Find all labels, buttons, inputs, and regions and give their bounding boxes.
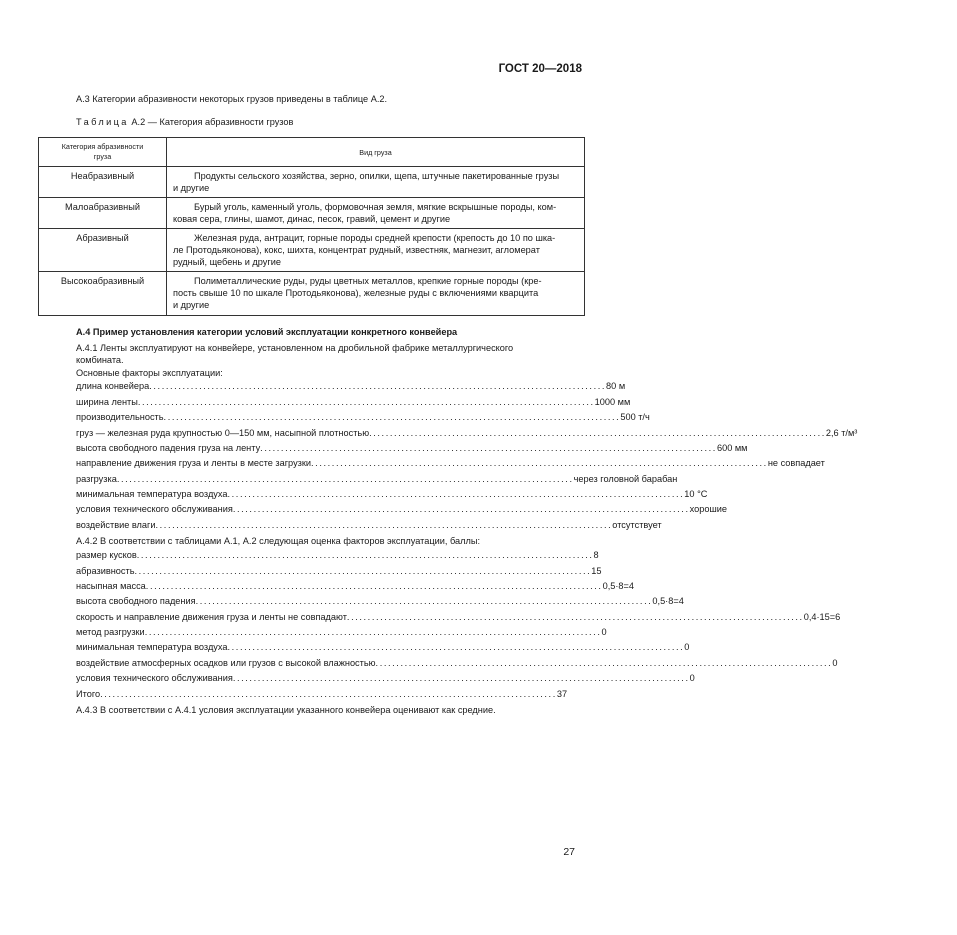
factor-row: разгрузка .............................................................................................................. через головной барабан (76, 474, 586, 486)
cargo-cell (167, 229, 585, 272)
factor-value: не совпадает (767, 458, 825, 468)
score-name: высота свободного падения (76, 596, 196, 606)
factor-row: условия технического обслуживания .............................................................................................................. хорошие (76, 504, 586, 516)
score-name: условия технического обслуживания (76, 673, 233, 683)
column-header-category-line2: груза (93, 152, 112, 161)
factor-value: отсутствует (612, 520, 662, 530)
table-header-row (39, 138, 585, 167)
factor-value: 2,6 т/м³ (825, 428, 858, 438)
paragraph-a42: А.4.2 В соответствии с таблицами А.1, А.2 следующая оценка факторов эксплуатации, баллы: (76, 536, 481, 546)
section-title: А.4 Пример установления категории условий эксплуатации конкретного конвейера (76, 327, 458, 337)
score-value: 37 (556, 689, 568, 699)
factor-name: воздействие влаги (76, 520, 156, 530)
score-row: скорость и направление движения груза и ленты не совпадают .............................................................................................................. 0,4·15=6 (76, 612, 586, 624)
score-name: насыпная масса (76, 581, 146, 591)
factor-row: производительность .............................................................................................................. 500 т/ч (76, 412, 586, 424)
cargo-line: ле Протодьяконова), кокс, шихта, концентрат рудный, известняк, магнезит, агломерат (173, 244, 540, 255)
score-value: 0 (684, 642, 690, 652)
score-row-total: Итого .............................................................................................................. 37 (76, 689, 586, 701)
paragraph-a41-line2: комбината. (76, 355, 124, 365)
score-value: 8 (593, 550, 599, 560)
paragraph-a41-line1: А.4.1 Ленты эксплуатируют на конвейере, установленном на дробильной фабрике металлургического (76, 343, 514, 353)
factor-row: воздействие влаги .............................................................................................................. отсутствует (76, 520, 586, 532)
score-value: 0 (689, 673, 695, 683)
factor-name: направление движения груза и ленты в месте загрузки (76, 458, 312, 468)
factor-row: длина конвейера .............................................................................................................. 80 м (76, 381, 586, 393)
score-name: размер кусков (76, 550, 137, 560)
score-value: 0,5·8=4 (652, 596, 684, 606)
score-name: абразивность (76, 566, 135, 576)
column-header-category-line1: Категория абразивности (61, 142, 144, 151)
factor-name: разгрузка (76, 474, 117, 484)
score-name: Итого (76, 689, 101, 699)
table-row (39, 167, 585, 198)
cargo-line: Бурый уголь, каменный уголь, формовочная земля, мягкие вскрышные породы, ком- (194, 202, 557, 213)
table-caption (76, 117, 293, 127)
category-cell: Высокоабразивный (39, 272, 167, 316)
cargo-cell (167, 167, 585, 198)
factor-name: условия технического обслуживания (76, 504, 233, 514)
cargo-line: пость свыше 10 по шкале Протодьяконова), железные руды с включениями кварцита (173, 287, 539, 298)
factor-name: длина конвейера (76, 381, 150, 391)
score-row: абразивность .............................................................................................................. 15 (76, 566, 586, 578)
factor-value: 80 м (606, 381, 626, 391)
factor-value: 10 °С (684, 489, 708, 499)
score-name: воздействие атмосферных осадков или грузов с высокой влажностью (76, 658, 376, 668)
cargo-line: Железная руда, антрацит, горные породы средней крепости (крепость до 10 по шка- (194, 233, 556, 244)
cargo-cell (167, 198, 585, 229)
factor-row: направление движения груза и ленты в месте загрузки .............................................................................................................. не совпадает (76, 458, 586, 470)
category-cell: Малоабразивный (39, 198, 167, 229)
factor-value: 600 мм (716, 443, 748, 453)
score-value: 0,5·8=4 (602, 581, 635, 591)
cargo-line: ковая сера, глины, шамот, динас, песок, гравий, цемент и другие (173, 213, 451, 224)
table-row (39, 229, 585, 272)
score-name: метод разгрузки (76, 627, 145, 637)
factor-row: груз — железная руда крупностью 0—150 мм, насыпной плотностью .............................................................................................................. 2,6 т/м³ (76, 428, 586, 440)
factor-value: через головной барабан (573, 474, 678, 484)
factor-row: ширина ленты .............................................................................................................. 1000 мм (76, 397, 586, 409)
factor-row: высота свободного падения груза на ленту .............................................................................................................. 600 мм (76, 443, 586, 455)
score-row: условия технического обслуживания .............................................................................................................. 0 (76, 673, 586, 685)
factor-name: минимальная температура воздуха (76, 489, 228, 499)
table-row (39, 198, 585, 229)
cargo-line: и другие (173, 299, 210, 310)
score-value: 15 (591, 566, 602, 576)
column-header-cargo: Вид груза (167, 138, 585, 167)
score-value: 0,4·15=6 (803, 612, 841, 622)
factor-name: ширина ленты (76, 397, 138, 407)
document-header: ГОСТ 20—2018 (498, 63, 582, 75)
cargo-line: рудный, щебень и другие (173, 256, 281, 267)
score-row: метод разгрузки .............................................................................................................. 0 (76, 627, 586, 639)
score-row: воздействие атмосферных осадков или грузов с высокой влажностью .............................................................................................................. 0 (76, 658, 586, 670)
cargo-line: Продукты сельского хозяйства, зерно, опилки, щепа, штучные пакетированные грузы (194, 171, 560, 181)
score-row: насыпная масса .............................................................................................................. 0,5·8=4 (76, 581, 586, 593)
paragraph-a43: А.4.3 В соответствии с А.4.1 условия эксплуатации указанного конвейера оценивают как средние. (76, 705, 496, 715)
score-value: 0 (832, 658, 838, 668)
score-value: 0 (601, 627, 607, 637)
category-cell: Абразивный (39, 229, 167, 272)
column-header-category (39, 138, 167, 167)
page-number: 27 (563, 846, 575, 858)
cargo-line: и другие (173, 182, 210, 193)
factor-row: минимальная температура воздуха .............................................................................................................. 10 °С (76, 489, 586, 501)
factor-value: хорошие (689, 504, 728, 514)
score-name: скорость и направление движения груза и ленты не совпадают (76, 612, 347, 622)
abrasiveness-table (38, 137, 585, 316)
table-caption-prefix: Таблица (76, 117, 129, 127)
score-row: минимальная температура воздуха .............................................................................................................. 0 (76, 642, 586, 654)
score-row: высота свободного падения .............................................................................................................. 0,5·8=4 (76, 596, 586, 608)
cargo-line: Полиметаллические руды, руды цветных металлов, крепкие горные породы (кре- (194, 276, 542, 287)
factor-name: высота свободного падения груза на ленту (76, 443, 261, 453)
table-caption-text: А.2 — Категория абразивности грузов (131, 117, 294, 127)
score-name: минимальная температура воздуха (76, 642, 228, 652)
factor-name: груз — железная руда крупностью 0—150 мм, насыпной плотностью (76, 428, 370, 438)
table-row (39, 272, 585, 316)
cargo-cell (167, 272, 585, 316)
factors-title: Основные факторы эксплуатации: (76, 368, 223, 378)
factor-value: 1000 мм (594, 397, 631, 407)
category-cell: Неабразивный (39, 167, 167, 198)
score-row: размер кусков .............................................................................................................. 8 (76, 550, 586, 562)
intro-paragraph: А.3 Категории абразивности некоторых грузов приведены в таблице А.2. (76, 94, 388, 104)
factor-name: производительность (76, 412, 164, 422)
factor-value: 500 т/ч (620, 412, 650, 422)
